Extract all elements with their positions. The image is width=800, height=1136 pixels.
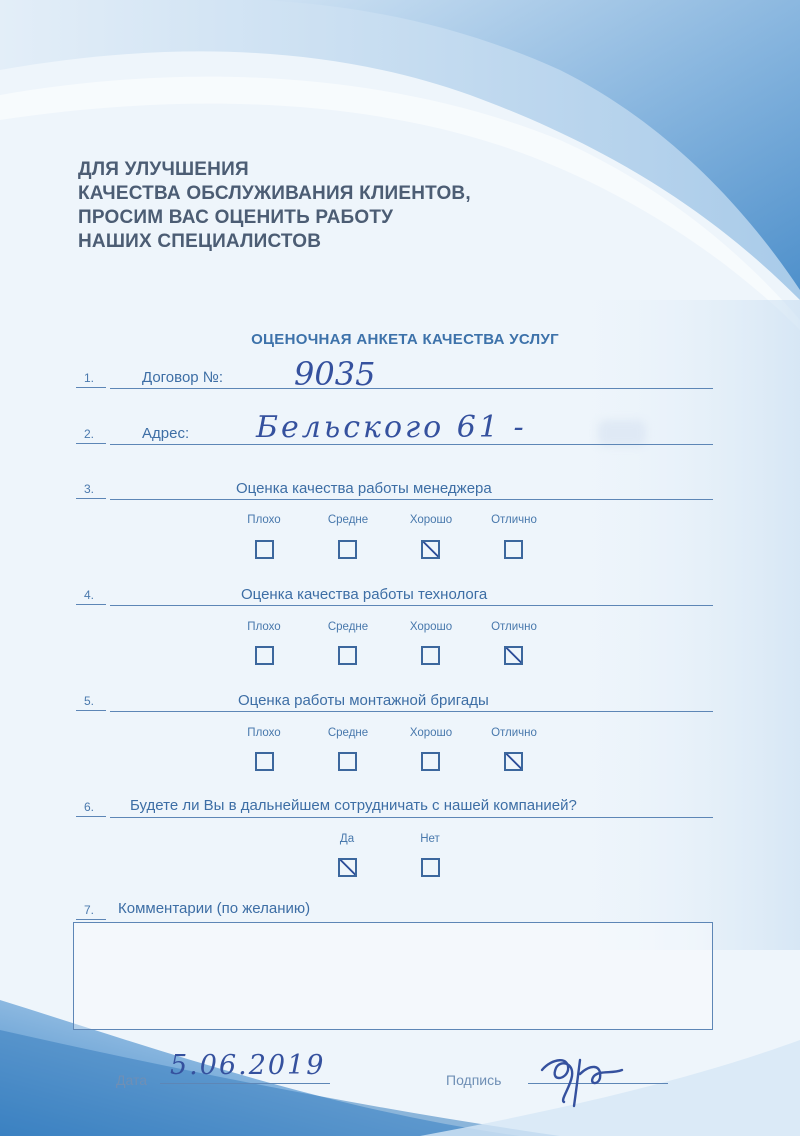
date-underline: [160, 1083, 330, 1084]
contract-number-field[interactable]: 9035: [294, 355, 376, 393]
option-label: Отлично: [491, 621, 537, 633]
option-label: Отлично: [491, 727, 537, 739]
cooperation-underline: [110, 817, 713, 818]
question-number: 4.: [84, 588, 95, 602]
option-label: Да: [339, 833, 355, 845]
intro-line: ДЛЯ УЛУЧШЕНИЯ: [78, 159, 249, 180]
intro-heading: [78, 158, 598, 254]
number-underline: [76, 498, 106, 499]
technologist-good-checkbox[interactable]: [421, 646, 440, 665]
technologist-bad-checkbox[interactable]: [255, 646, 274, 665]
option-label: Плохо: [247, 727, 281, 739]
cooperation-label: Будете ли Вы в дальнейшем сотрудничать с нашей компанией?: [130, 797, 577, 814]
intro-line: ПРОСИМ ВАС ОЦЕНИТЬ РАБОТУ: [78, 207, 394, 228]
redacted-blur: [598, 420, 646, 446]
manager-bad-checkbox[interactable]: [255, 540, 274, 559]
signature-label: Подпись: [446, 1072, 502, 1088]
manager-good-checkbox[interactable]: [421, 540, 440, 559]
intro-line: КАЧЕСТВА ОБСЛУЖИВАНИЯ КЛИЕНТОВ,: [78, 183, 471, 204]
crew-average-checkbox[interactable]: [338, 752, 357, 771]
cooperation-no-checkbox[interactable]: [421, 858, 440, 877]
technologist-rating-label: Оценка качества работы технолога: [241, 586, 488, 603]
option-label: Плохо: [247, 514, 281, 526]
address-field[interactable]: Бельского 61 -: [256, 410, 527, 445]
option-label: Средне: [327, 514, 369, 526]
manager-rating-label: Оценка качества работы менеджера: [236, 480, 492, 497]
technologist-excellent-checkbox[interactable]: [504, 646, 523, 665]
technologist-average-checkbox[interactable]: [338, 646, 357, 665]
number-underline: [76, 604, 106, 605]
comments-label: Комментарии (по желанию): [118, 900, 311, 917]
crew-bad-checkbox[interactable]: [255, 752, 274, 771]
option-label: Хорошо: [409, 727, 453, 739]
number-underline: [76, 443, 106, 444]
crew-rating-label: Оценка работы монтажной бригады: [238, 692, 489, 709]
manager-average-checkbox[interactable]: [338, 540, 357, 559]
number-underline: [76, 710, 106, 711]
date-label: Дата: [116, 1072, 148, 1088]
date-field[interactable]: 5.06.2019: [170, 1050, 326, 1081]
option-label: Хорошо: [409, 514, 453, 526]
contract-underline: [110, 388, 713, 389]
option-label: Средне: [327, 621, 369, 633]
manager-underline: [110, 499, 713, 500]
option-label: Плохо: [247, 621, 281, 633]
option-label: Средне: [327, 727, 369, 739]
cooperation-yes-checkbox[interactable]: [338, 858, 357, 877]
crew-underline: [110, 711, 713, 712]
form-title: ОЦЕНОЧНАЯ АНКЕТА КАЧЕСТВА УСЛУГ: [251, 331, 559, 348]
contract-label: Договор №:: [142, 369, 224, 386]
question-number: 5.: [84, 694, 95, 708]
crew-excellent-checkbox[interactable]: [504, 752, 523, 771]
manager-excellent-checkbox[interactable]: [504, 540, 523, 559]
number-underline: [76, 919, 106, 920]
question-number: 6.: [84, 800, 95, 814]
question-number: 7.: [84, 903, 95, 917]
address-underline: [110, 444, 713, 445]
number-underline: [76, 387, 106, 388]
option-label: Отлично: [491, 514, 537, 526]
number-underline: [76, 816, 106, 817]
technologist-underline: [110, 605, 713, 606]
intro-line: НАШИХ СПЕЦИАЛИСТОВ: [78, 231, 322, 252]
option-label: Нет: [420, 833, 440, 845]
signature-mark[interactable]: [530, 1040, 630, 1110]
question-number: 2.: [84, 427, 95, 441]
option-label: Хорошо: [409, 621, 453, 633]
question-number: 3.: [84, 482, 95, 496]
crew-good-checkbox[interactable]: [421, 752, 440, 771]
address-label: Адрес:: [142, 425, 190, 442]
question-number: 1.: [84, 371, 95, 385]
comments-textarea[interactable]: [73, 922, 713, 1030]
